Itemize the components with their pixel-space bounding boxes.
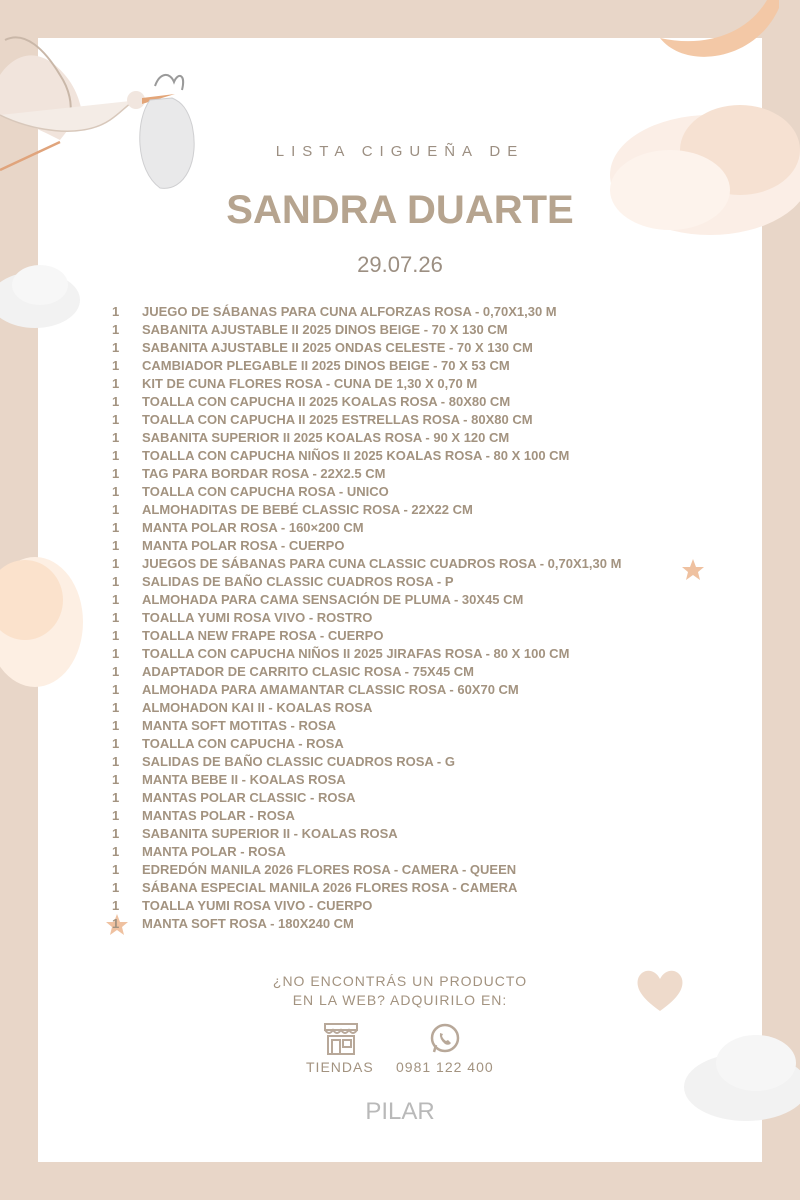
item-description: MANTA BEBE II - KOALAS ROSA bbox=[142, 772, 346, 787]
item-quantity: 1 bbox=[112, 916, 120, 931]
item-quantity: 1 bbox=[112, 448, 120, 463]
item-quantity: 1 bbox=[112, 574, 120, 589]
list-item bbox=[112, 555, 752, 573]
item-description: ADAPTADOR DE CARRITO CLASIC ROSA - 75X45 CM bbox=[142, 664, 475, 679]
list-item bbox=[112, 861, 752, 879]
item-quantity: 1 bbox=[112, 790, 120, 805]
item-quantity: 1 bbox=[112, 610, 120, 625]
item-description: ALMOHADON KAI II - KOALAS ROSA bbox=[142, 700, 373, 715]
list-item bbox=[112, 465, 752, 483]
list-item bbox=[112, 753, 752, 771]
list-item bbox=[112, 735, 752, 753]
footer-message bbox=[0, 972, 800, 1010]
item-quantity: 1 bbox=[112, 430, 120, 445]
item-quantity: 1 bbox=[112, 700, 120, 715]
item-quantity: 1 bbox=[112, 880, 120, 895]
list-item bbox=[112, 717, 752, 735]
item-description: JUEGO DE SÁBANAS PARA CUNA ALFORZAS ROSA - 0,70X1,30 M bbox=[142, 304, 557, 319]
item-description: JUEGOS DE SÁBANAS PARA CUNA CLASSIC CUADROS ROSA - 0,70X1,30 M bbox=[142, 556, 622, 571]
item-description: MANTA POLAR - ROSA bbox=[142, 844, 286, 859]
item-quantity: 1 bbox=[112, 358, 120, 373]
whatsapp-icon[interactable] bbox=[428, 1022, 462, 1056]
item-description: TOALLA CON CAPUCHA - ROSA bbox=[142, 736, 344, 751]
item-quantity: 1 bbox=[112, 592, 120, 607]
list-item bbox=[112, 519, 752, 537]
item-description: TOALLA CON CAPUCHA NIÑOS II 2025 JIRAFAS ROSA - 80 X 100 CM bbox=[142, 646, 570, 661]
item-description: TOALLA YUMI ROSA VIVO - CUERPO bbox=[142, 898, 373, 913]
item-quantity: 1 bbox=[112, 376, 120, 391]
item-description: TOALLA CON CAPUCHA ROSA - UNICO bbox=[142, 484, 389, 499]
item-description: MANTA POLAR ROSA - 160×200 CM bbox=[142, 520, 364, 535]
list-item bbox=[112, 897, 752, 915]
recipient-name: SANDRA DUARTE bbox=[226, 188, 574, 232]
item-description: SABANITA SUPERIOR II 2025 KOALAS ROSA - 90 X 120 CM bbox=[142, 430, 510, 445]
item-quantity: 1 bbox=[112, 736, 120, 751]
item-description: MANTAS POLAR - ROSA bbox=[142, 808, 295, 823]
item-quantity: 1 bbox=[112, 466, 120, 481]
stores-label[interactable]: TIENDAS bbox=[306, 1059, 374, 1075]
event-date: 29.07.26 bbox=[357, 252, 443, 277]
item-quantity: 1 bbox=[112, 718, 120, 733]
list-item bbox=[112, 681, 752, 699]
list-item bbox=[112, 627, 752, 645]
item-quantity: 1 bbox=[112, 502, 120, 517]
list-item bbox=[112, 339, 752, 357]
item-quantity: 1 bbox=[112, 394, 120, 409]
item-description: ALMOHADITAS DE BEBÉ CLASSIC ROSA - 22X22 CM bbox=[142, 502, 473, 517]
item-description: TOALLA CON CAPUCHA NIÑOS II 2025 KOALAS ROSA - 80 X 100 CM bbox=[142, 448, 570, 463]
item-description: SÁBANA ESPECIAL MANILA 2026 FLORES ROSA - CAMERA bbox=[142, 880, 518, 895]
item-quantity: 1 bbox=[112, 862, 120, 877]
brand-logo: PILAR bbox=[365, 1098, 435, 1125]
list-item bbox=[112, 843, 752, 861]
item-description: ALMOHADA PARA CAMA SENSACIÓN DE PLUMA - 30X45 CM bbox=[142, 592, 524, 607]
list-item bbox=[112, 393, 752, 411]
list-item bbox=[112, 483, 752, 501]
list-subtitle: LISTA CIGUEÑA DE bbox=[275, 143, 525, 160]
item-quantity: 1 bbox=[112, 664, 120, 679]
item-description: SALIDAS DE BAÑO CLASSIC CUADROS ROSA - P bbox=[142, 574, 454, 589]
gift-list bbox=[112, 303, 752, 933]
item-quantity: 1 bbox=[112, 754, 120, 769]
item-quantity: 1 bbox=[112, 808, 120, 823]
item-description: CAMBIADOR PLEGABLE II 2025 DINOS BEIGE - 70 X 53 CM bbox=[142, 358, 510, 373]
item-description: TOALLA YUMI ROSA VIVO - ROSTRO bbox=[142, 610, 373, 625]
item-description: SABANITA AJUSTABLE II 2025 ONDAS CELESTE - 70 X 130 CM bbox=[142, 340, 533, 355]
list-item bbox=[112, 447, 752, 465]
list-item bbox=[112, 825, 752, 843]
item-description: SABANITA SUPERIOR II - KOALAS ROSA bbox=[142, 826, 398, 841]
list-item bbox=[112, 591, 752, 609]
item-quantity: 1 bbox=[112, 340, 120, 355]
item-description: MANTAS POLAR CLASSIC - ROSA bbox=[142, 790, 356, 805]
store-icon[interactable] bbox=[323, 1022, 359, 1056]
item-description: TOALLA NEW FRAPE ROSA - CUERPO bbox=[142, 628, 384, 643]
list-item bbox=[112, 321, 752, 339]
item-quantity: 1 bbox=[112, 898, 120, 913]
footer-line-1: ¿NO ENCONTRÁS UN PRODUCTO bbox=[272, 973, 528, 989]
list-item bbox=[112, 609, 752, 627]
item-description: TOALLA CON CAPUCHA II 2025 ESTRELLAS ROSA - 80X80 CM bbox=[142, 412, 533, 427]
item-quantity: 1 bbox=[112, 556, 120, 571]
list-item bbox=[112, 375, 752, 393]
phone-number[interactable]: 0981 122 400 bbox=[396, 1059, 494, 1075]
item-quantity: 1 bbox=[112, 844, 120, 859]
footer-line-2: EN LA WEB? ADQUIRILO EN: bbox=[292, 992, 508, 1008]
item-description: MANTA POLAR ROSA - CUERPO bbox=[142, 538, 345, 553]
list-item bbox=[112, 879, 752, 897]
item-description: MANTA SOFT ROSA - 180X240 CM bbox=[142, 916, 354, 931]
item-description: TOALLA CON CAPUCHA II 2025 KOALAS ROSA - 80X80 CM bbox=[142, 394, 511, 409]
item-quantity: 1 bbox=[112, 628, 120, 643]
list-item bbox=[112, 303, 752, 321]
item-quantity: 1 bbox=[112, 682, 120, 697]
item-quantity: 1 bbox=[112, 538, 120, 553]
list-item bbox=[112, 807, 752, 825]
item-description: KIT DE CUNA FLORES ROSA - CUNA DE 1,30 X 0,70 M bbox=[142, 376, 478, 391]
item-description: EDREDÓN MANILA 2026 FLORES ROSA - CAMERA - QUEEN bbox=[142, 862, 517, 877]
list-item bbox=[112, 645, 752, 663]
list-item bbox=[112, 357, 752, 375]
moon-decoration bbox=[655, 0, 785, 62]
item-description: SABANITA AJUSTABLE II 2025 DINOS BEIGE - 70 X 130 CM bbox=[142, 322, 508, 337]
item-quantity: 1 bbox=[112, 646, 120, 661]
item-quantity: 1 bbox=[112, 484, 120, 499]
item-quantity: 1 bbox=[112, 772, 120, 787]
list-item bbox=[112, 537, 752, 555]
list-item bbox=[112, 663, 752, 681]
list-item bbox=[112, 573, 752, 591]
list-item bbox=[112, 915, 752, 933]
list-item bbox=[112, 429, 752, 447]
cloud-decoration bbox=[0, 550, 85, 695]
item-description: ALMOHADA PARA AMAMANTAR CLASSIC ROSA - 60X70 CM bbox=[142, 682, 519, 697]
item-description: MANTA SOFT MOTITAS - ROSA bbox=[142, 718, 337, 733]
item-description: TAG PARA BORDAR ROSA - 22X2.5 CM bbox=[142, 466, 386, 481]
list-item bbox=[112, 411, 752, 429]
item-description: SALIDAS DE BAÑO CLASSIC CUADROS ROSA - G bbox=[142, 754, 455, 769]
list-item bbox=[112, 789, 752, 807]
item-quantity: 1 bbox=[112, 322, 120, 337]
list-item bbox=[112, 699, 752, 717]
list-item bbox=[112, 771, 752, 789]
item-quantity: 1 bbox=[112, 304, 120, 319]
stork-illustration bbox=[0, 20, 200, 195]
list-item bbox=[112, 501, 752, 519]
item-quantity: 1 bbox=[112, 520, 120, 535]
item-quantity: 1 bbox=[112, 412, 120, 427]
item-quantity: 1 bbox=[112, 826, 120, 841]
